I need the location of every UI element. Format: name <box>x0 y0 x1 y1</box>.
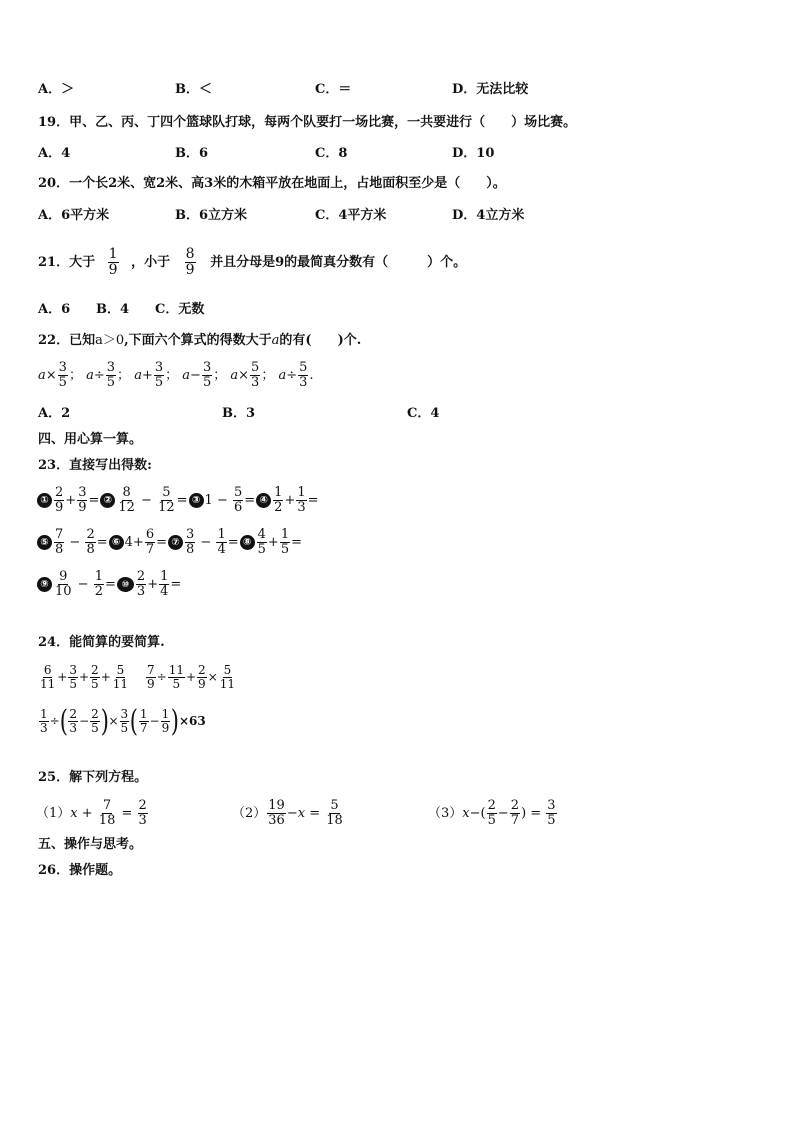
option-c[interactable]: C．4 <box>407 406 440 421</box>
item-number: ① <box>37 493 52 508</box>
q22-variable: a <box>271 333 280 348</box>
item-number: ⑨ <box>37 577 52 592</box>
option-d[interactable]: D．无法比较 <box>452 82 529 97</box>
q24-expression-1: $\frac{6}{11}$ + $\frac{3}{5}$ + $\frac{2}{5}$ + $\frac{5}{11}$ <box>40 662 129 691</box>
q23-row-2: ⑤ $\frac{7}{8}$ − $\frac{2}{8}$ = ⑥ 4+ $\frac{6}{7}$ = ⑦ $\frac{3}{8}$ − $\frac{1}{4}$ = ⑧ $\frac{4}{5}$ + $\frac{1}{5}$ = <box>36 526 302 560</box>
q22-text <box>38 331 361 351</box>
equation-number: （2） <box>232 806 267 821</box>
option-b[interactable]: B．＜ <box>175 82 212 97</box>
q22-condition: a＞0 <box>95 333 125 348</box>
q23-row-1: ① $\frac{2}{9}$ + $\frac{3}{9}$ = ② $\frac{8}{12}$ − $\frac{5}{12}$ = ③ 1 − $\frac{5}{6}$ = ④ $\frac{1}{2}$ + $\frac{1}{3}$ = <box>36 484 319 518</box>
option-a[interactable]: A．＞ <box>38 82 75 97</box>
q26-text: 26．操作题。 <box>38 863 122 878</box>
q21-middle: ，小于 <box>131 255 171 270</box>
q24-expression-3: $\frac{1}{3}$ ÷( $\frac{2}{3}$ − $\frac{2}{5}$ )× $\frac{3}{5}$ ( $\frac{1}{7}$ − $\frac{1}{9}$ )×63 <box>40 703 206 739</box>
option-c[interactable]: C．无数 <box>155 302 205 317</box>
item-number: ④ <box>256 493 271 508</box>
q22-expressions: a× $\frac{3}{5}$ ； a÷ $\frac{3}{5}$ ； a+ $\frac{3}{5}$ ； a− $\frac{3}{5}$ ； a× $\frac{5}{3}$ ； a÷ $\frac{5}{3}$ . <box>38 359 314 390</box>
q21-prefix: 21．大于 <box>38 255 96 270</box>
item-number: ⑧ <box>240 535 255 550</box>
q24-expression-2: $\frac{7}{9}$ ÷ $\frac{11}{5}$ + $\frac{2}{9}$ × $\frac{5}{11}$ <box>147 662 236 691</box>
q22-middle: ,下面六个算式的得数大于 <box>124 333 272 348</box>
q21-text <box>38 243 466 283</box>
q25-equation-2: （2） $\frac{19}{36}$ −x = $\frac{5}{18}$ <box>232 797 343 828</box>
equation-number: （3） <box>428 806 463 821</box>
equation-number: （1） <box>36 806 71 821</box>
option-a[interactable]: A．4 <box>38 146 71 161</box>
item-number: ③ <box>189 493 204 508</box>
q23-title: 23．直接写出得数: <box>38 458 152 473</box>
q20-text: 20．一个长2米、宽2米、高3米的木箱平放在地面上，占地面积至少是（ ）。 <box>38 176 506 191</box>
option-a[interactable]: A．6平方米 <box>38 208 110 223</box>
q25-title: 25．解下列方程。 <box>38 770 148 785</box>
option-b[interactable]: B．3 <box>222 406 256 421</box>
option-c[interactable]: C．4平方米 <box>315 208 387 223</box>
item-number: ⑩ <box>117 577 134 592</box>
q25-equation-3: （3）x−( $\frac{2}{5}$ − $\frac{2}{7}$ ) = $\frac{3}{5}$ <box>428 797 556 828</box>
q19-text: 19．甲、乙、丙、丁四个篮球队打球，每两个队要打一场比赛，一共要进行（ ）场比赛。 <box>38 115 577 130</box>
q22-prefix: 22．已知 <box>38 333 96 348</box>
option-d[interactable]: D．10 <box>452 146 495 161</box>
q24-title: 24．能简算的要简算. <box>38 635 165 650</box>
option-c[interactable]: C．＝ <box>315 82 352 97</box>
option-c[interactable]: C．8 <box>315 146 348 161</box>
item-number: ⑦ <box>168 535 183 550</box>
fraction: $\frac{8}{9}$ <box>185 245 195 278</box>
option-a[interactable]: A．6 <box>38 302 71 317</box>
option-b[interactable]: B．4 <box>96 302 130 317</box>
q22-suffix: 的有( )个. <box>279 333 362 348</box>
q25-equation-1: （1）x + $\frac{7}{18}$ = $\frac{2}{3}$ <box>36 797 147 828</box>
fraction: $\frac{1}{9}$ <box>108 245 118 278</box>
option-b[interactable]: B．6立方米 <box>175 208 248 223</box>
item-number: ⑥ <box>109 535 124 550</box>
option-d[interactable]: D．4立方米 <box>452 208 525 223</box>
section-5-title: 五、操作与思考。 <box>38 837 143 852</box>
q21-suffix: 并且分母是9的最简真分数有（ ）个。 <box>210 255 467 270</box>
item-number: ② <box>100 493 115 508</box>
option-b[interactable]: B．6 <box>175 146 209 161</box>
option-a[interactable]: A．2 <box>38 406 71 421</box>
q23-row-3: ⑨ $\frac{9}{10}$ − $\frac{1}{2}$ = ⑩ $\frac{2}{3}$ + $\frac{1}{4}$ = <box>36 568 181 602</box>
item-number: ⑤ <box>37 535 52 550</box>
section-4-title: 四、用心算一算。 <box>38 432 143 447</box>
